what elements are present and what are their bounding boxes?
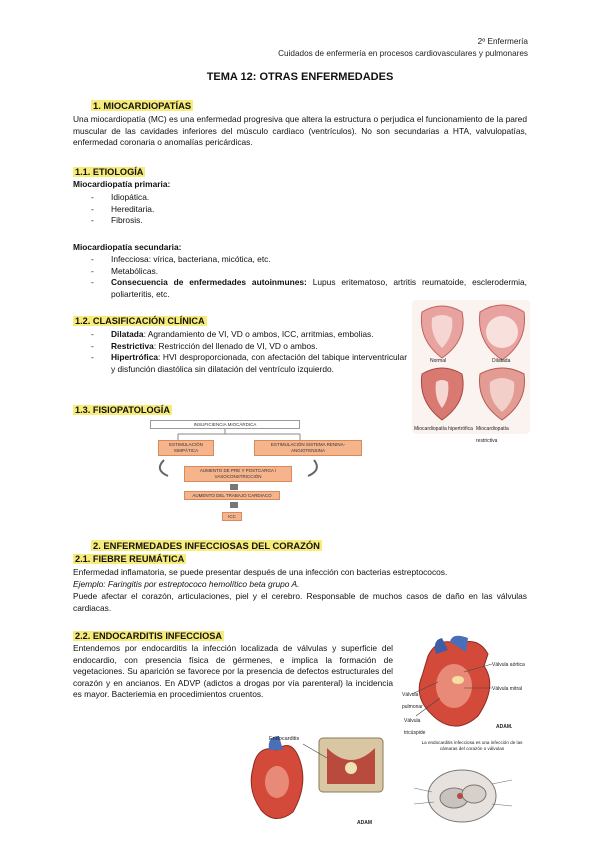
endocarditis-heart-icon (247, 728, 387, 828)
list-item: - Metabólicas. (91, 266, 527, 278)
flow-top: INSUFICIENCIA MIOCÁRDICA (150, 420, 300, 429)
adam-logo-2: ADAM (357, 820, 372, 826)
section-2-1-heading: 2.1. FIEBRE REUMÁTICA (75, 554, 185, 564)
chambers-figure (400, 740, 530, 836)
list-item: - Consecuencia de enfermedades autoinmunes: Lupus eritematoso, artritis reumatoide, esclerodermia, poliarteritis, etc. (91, 277, 527, 300)
caption-restrictive: Miocardiopatía restrictiva (476, 426, 509, 444)
section-2-2-heading: 2.2. ENDOCARDITIS INFECCIOSA (75, 631, 223, 641)
cardiomyopathy-figure (412, 300, 530, 444)
section-1-heading: 1. MIOCARDIOPATÍAS (93, 100, 192, 111)
label-mitral-valve: Válvula mitral (492, 686, 523, 692)
caption-hypertrophic: Miocardiopatía hipertrófica (414, 426, 473, 432)
list-item: - Hereditaria. (91, 204, 154, 216)
list-item: - Dilatada: Agrandamiento de VI, VD o ambos, ICC, arritmias, embolias. (91, 329, 407, 341)
adam-logo: ADAM. (496, 724, 513, 730)
flow-end: ICC (222, 512, 242, 521)
page-title: TEMA 12: OTRAS ENFERMEDADES (206, 71, 394, 83)
section-1-3-heading: 1.3. FISIOPATOLOGÍA (75, 405, 170, 415)
chambers-title: La endocarditis infecciosa es una infección de las cámaras del corazón o válvulas (421, 740, 523, 751)
flow-left: ESTIMULACIÓN SIMPÁTICA (158, 440, 214, 456)
heart-valves-figure (398, 636, 528, 734)
section-2-heading: 2. ENFERMEDADES INFECCIOSAS DEL CORAZÓN (93, 540, 320, 551)
label-endocarditis: Endocarditis (269, 736, 300, 742)
course-label: 2º Enfermería (477, 37, 528, 46)
subject-label: Cuidados de enfermería en procesos cardiovasculares y pulmonares (278, 49, 528, 58)
secondary-label: Miocardiopatía secundaria: (73, 242, 182, 252)
endocarditis-text: Entendemos por endocarditis la infección localizada de válvulas y superficie del endocardio, con presencia física de gérmenes, e implica la formación de vegetaciones. Su aparición se favorece por la presencia de defectos estructurales del corazón y en ancianos. En ADVP (adictos a drogas por vía parenteral) la incidencia es mayor. Bacteriemia en procedimientos cruentos. (73, 643, 393, 700)
caption-dilated: Dilatada (492, 358, 511, 364)
heart-chambers-icon (400, 740, 530, 836)
caption-normal: Normal (430, 358, 447, 364)
endocarditis-figure (247, 728, 387, 828)
rheumatic-example: Ejemplo: Faringitis por estreptococo hemolítico beta grupo A. (73, 579, 300, 589)
list-item: - Idiopática. (91, 192, 154, 204)
list-item: - Restrictiva: Restricción del llenado de VI, VD o ambos. (91, 341, 407, 353)
flow-right: ESTIMULACIÓN SISTEMA RENINA-ANGIOTENSINA (254, 440, 362, 456)
rheumatic-line-3: Puede afectar el corazón, articulaciones, piel y el cerebro. Responsable de muchos casos de daño en las válvulas cardiacas. (73, 591, 527, 613)
list-item: - Infecciosa: vírica, bacteriana, micótica, etc. (91, 254, 527, 266)
heart-dilated-icon (479, 305, 524, 360)
pathophysiology-flowchart (150, 418, 420, 528)
flow-lower: AUMENTO DEL TRABAJO CARDIACO (184, 491, 280, 500)
heart-normal-icon (421, 306, 463, 358)
primary-list (91, 192, 154, 227)
heart-hypertrophic-icon (421, 368, 463, 420)
secondary-list (91, 254, 527, 300)
label-aortic-valve: Válvula aórtica (492, 662, 525, 668)
list-item: - Hipertrófica: HVI desproporcionada, con afectación del tabique interventricular y disfunción diastólica sin dilatación del ventrículo izquierdo. (91, 352, 407, 375)
classification-list (91, 329, 407, 375)
primary-label: Miocardiopatía primaria: (73, 179, 171, 189)
label-tricuspid-valve: Válvula tricúspide (404, 718, 426, 736)
section-1-1-heading: 1.1. ETIOLOGÍA (75, 167, 144, 177)
section-1-2-heading: 1.2. CLASIFICACIÓN CLÍNICA (75, 316, 205, 326)
rheumatic-line-1: Enfermedad inflamatoria, se puede presentar después de una infección con bacterias estreptococos. (73, 567, 448, 577)
flow-middle: AUMENTO DE PRE Y POSTCARGA / VASOCONSTRICCIÓN (184, 466, 292, 482)
heart-restrictive-icon (479, 368, 524, 420)
section-1-intro: Una miocardiopatía (MC) es una enfermedad progresiva que altera la estructura o perjudica el funcionamiento de la pared muscular de las cavidades inferiores del músculo cardiaco (ventrículos). No son secundarias a HTA, valvulopatías, enfermedad coronaria o anomalías pericárdicas. (73, 114, 527, 148)
list-item: - Fibrosis. (91, 215, 154, 227)
label-pulmonary-valve: Válvula pulmonar (402, 692, 423, 710)
